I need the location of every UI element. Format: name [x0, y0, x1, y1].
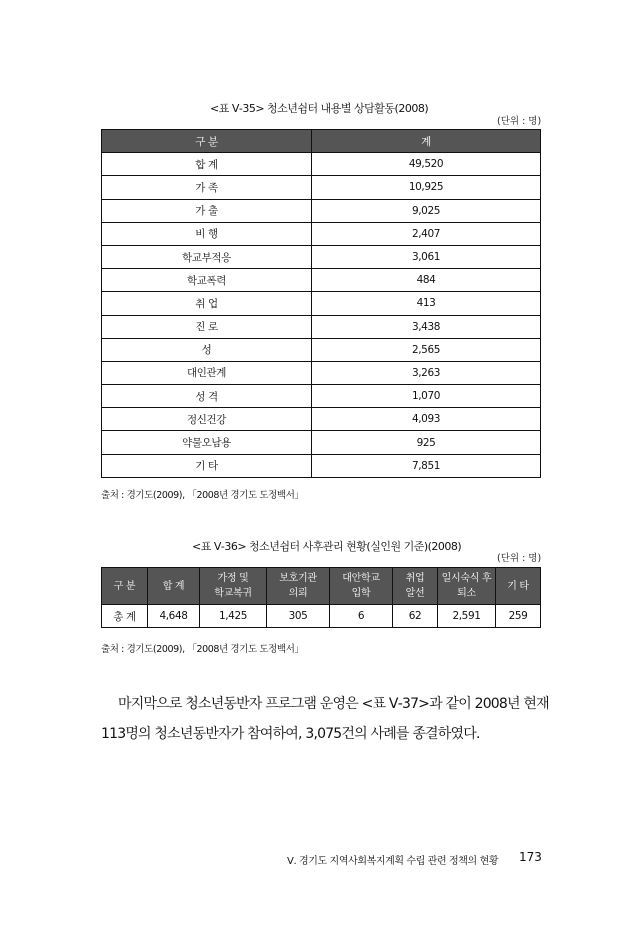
table36-header-other: 기 타: [496, 568, 541, 605]
table36-source: 출처 : 경기도(2009), 「2008년 경기도 도정백서」: [101, 644, 304, 655]
table35-category-cell: 약물오남용: [102, 431, 312, 454]
table35-unit: (단위 : 명): [497, 116, 542, 127]
table36-cell: 2,591: [438, 605, 496, 628]
table35-row: [102, 431, 541, 454]
table35-value-cell: 925: [312, 431, 541, 454]
table35-value-cell: 9,025: [312, 199, 541, 222]
table36-header-category: 구 분: [102, 568, 148, 605]
table35-value-cell: 4,093: [312, 408, 541, 431]
table36-header-alternative-school: 대안학교 입학: [330, 568, 393, 605]
table35-row: [102, 338, 541, 361]
table35-value-cell: 1,070: [312, 385, 541, 408]
table35-category-cell: 합 계: [102, 153, 312, 176]
paragraph-line-2: 113명의 청소년동반자가 참여하여, 3,075건의 사례를 종결하였다.: [101, 726, 480, 742]
table35-row: [102, 315, 541, 338]
table35-category-cell: 진 로: [102, 315, 312, 338]
table35-value-cell: 413: [312, 292, 541, 315]
table35-row: [102, 153, 541, 176]
table36-cell: 4,648: [148, 605, 200, 628]
table35-row: [102, 176, 541, 199]
table35-header-row: [102, 130, 541, 153]
table35-caption: <표 Ⅴ-35> 청소년쉼터 내용별 상담활동(2008): [210, 102, 429, 115]
table35-row: [102, 222, 541, 245]
paragraph-line-1: 마지막으로 청소년동반자 프로그램 운영은 <표 Ⅴ-37>과 같이 2008년 현재: [118, 696, 549, 712]
table35-value-cell: 484: [312, 269, 541, 292]
table35-row: [102, 245, 541, 268]
table35-category-cell: 가 족: [102, 176, 312, 199]
table35-category-cell: 성: [102, 338, 312, 361]
table35-category-cell: 취 업: [102, 292, 312, 315]
table36-header-employment: 취업 알선: [393, 568, 438, 605]
table35: [101, 129, 541, 478]
table36-header-temporary-stay: 일시숙식 후 퇴소: [438, 568, 496, 605]
table35-value-cell: 3,061: [312, 245, 541, 268]
table35-source: 출처 : 경기도(2009), 「2008년 경기도 도정백서」: [101, 490, 304, 501]
table35-category-cell: 정신건강: [102, 408, 312, 431]
table36-cell: 259: [496, 605, 541, 628]
table35-value-cell: 3,438: [312, 315, 541, 338]
table35-category-cell: 대인관계: [102, 361, 312, 384]
table35-value-cell: 3,263: [312, 361, 541, 384]
table35-row: [102, 385, 541, 408]
table35-row: [102, 408, 541, 431]
table36-header-home-school: 가정 및 학교복귀: [200, 568, 267, 605]
table35-row: [102, 269, 541, 292]
table35-category-cell: 기 타: [102, 454, 312, 477]
table35-category-cell: 성 격: [102, 385, 312, 408]
table36-header-total: 합 계: [148, 568, 200, 605]
table36-cell: 62: [393, 605, 438, 628]
table35-value-cell: 7,851: [312, 454, 541, 477]
table36-header-row: [102, 568, 541, 605]
table35-row: [102, 454, 541, 477]
table35-value-cell: 49,520: [312, 153, 541, 176]
table35-row: [102, 292, 541, 315]
table36-row: [102, 605, 541, 628]
table35-value-cell: 2,565: [312, 338, 541, 361]
table35-category-cell: 가 출: [102, 199, 312, 222]
table35-value-cell: 10,925: [312, 176, 541, 199]
page-number: 173: [519, 850, 542, 864]
table36-cell: 1,425: [200, 605, 267, 628]
table35-row: [102, 361, 541, 384]
table36-caption: <표 Ⅴ-36> 청소년쉼터 사후관리 현황(실인원 기준)(2008): [192, 540, 462, 553]
table36-cell: 305: [267, 605, 330, 628]
table35-header-category: 구 분: [102, 130, 312, 153]
table35-value-cell: 2,407: [312, 222, 541, 245]
table35-category-cell: 학교부적응: [102, 245, 312, 268]
footer-chapter: Ⅴ. 경기도 지역사회복지계획 수립 관련 정책의 현황: [287, 856, 499, 867]
table35-category-cell: 비 행: [102, 222, 312, 245]
table36-cell: 총 계: [102, 605, 148, 628]
table36-cell: 6: [330, 605, 393, 628]
table35-category-cell: 학교폭력: [102, 269, 312, 292]
table36-unit: (단위 : 명): [497, 553, 542, 564]
table35-row: [102, 199, 541, 222]
table36-header-protection-referral: 보호기관 의뢰: [267, 568, 330, 605]
table35-header-total: 계: [312, 130, 541, 153]
table36: [101, 567, 541, 628]
